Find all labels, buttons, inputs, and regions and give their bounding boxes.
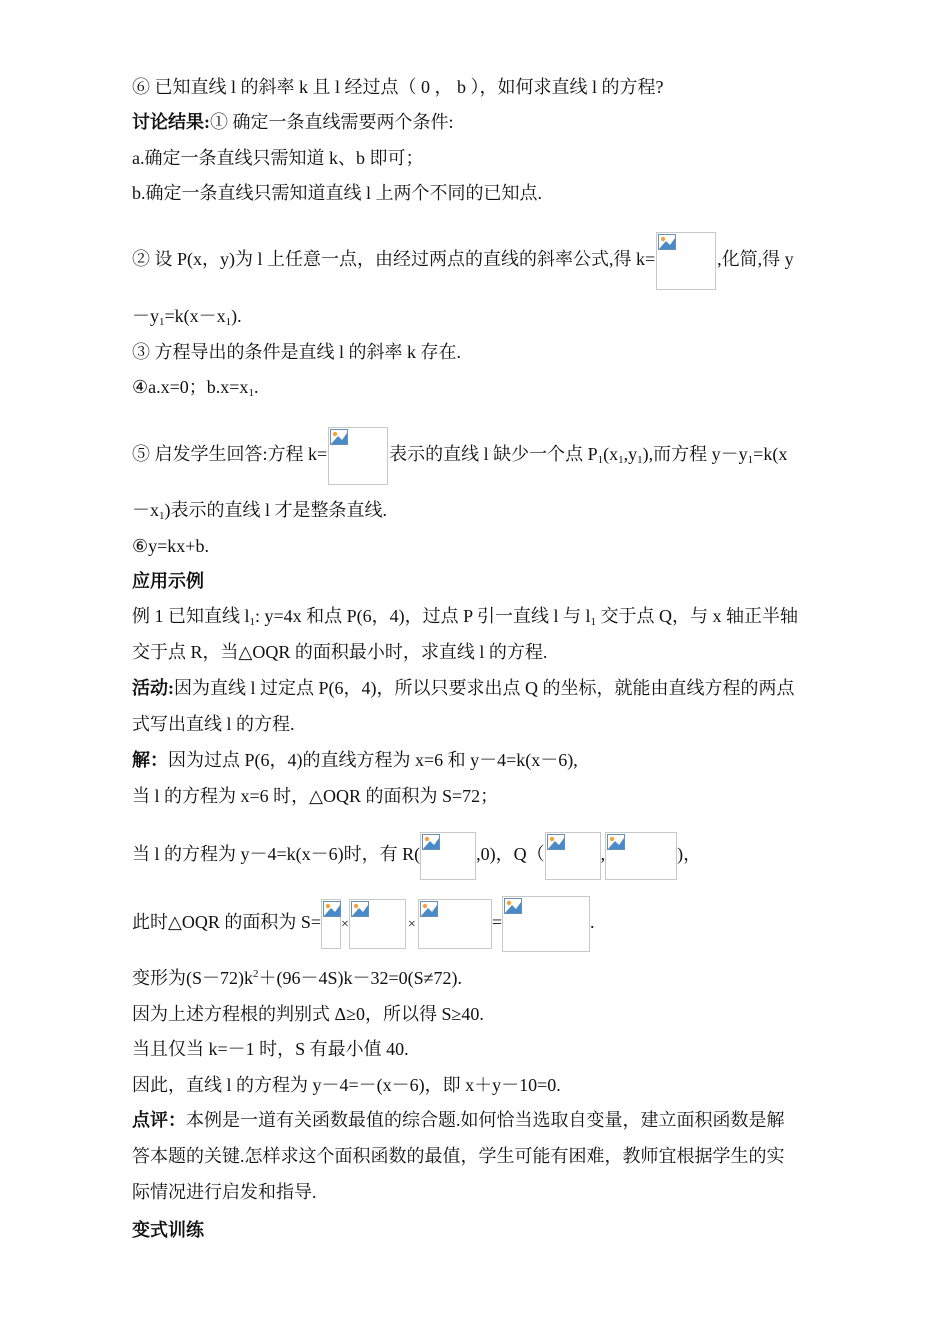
solution-line-1: 解：因为过点 P(6，4)的直线方程为 x=6 和 y－4=k(x－6), — [132, 750, 578, 770]
comment-label: 点评： — [132, 1110, 186, 1130]
formula-image — [545, 832, 601, 880]
discussion-label: 讨论结果: — [132, 112, 210, 132]
example-1-line-1: 例 1 已知直线 $l_1$: y=4x 和点 P(6，4)，过点 P 引一直线 l 与 $l_1$ 交于点 Q，与 x 轴正半轴 — [132, 606, 799, 628]
solution-line-4: 此时△OQR 的面积为 S= × × = . — [132, 896, 594, 952]
section-heading-examples: 应用示例 — [132, 571, 204, 591]
answer-6: ⑥y=kx+b. — [132, 536, 209, 556]
broken-image-icon — [323, 901, 341, 917]
section-heading-variants: 变式训练 — [132, 1220, 204, 1240]
example-1-line-2: 交于点 R，当△OQR 的面积最小时，求直线 l 的方程. — [132, 642, 548, 662]
answer-5: ⑤ 启发学生回答:方程 k= 表示的直线 l 缺少一个点 $P_1(x_1,y_1)$,而方程 $y-y_1=k(x$ — [132, 427, 787, 485]
formula-image — [349, 899, 406, 949]
solution-line-3: 当 l 的方程为 y－4=k(x－6)时，有 R( ,0)，Q（ , )， — [132, 832, 701, 880]
solution-line-6: 因为上述方程根的判别式 Δ≥0，所以得 S≥40. — [132, 1004, 484, 1024]
activity-line-1: 活动:因为直线 l 过定点 P(6，4)，所以只要求出点 Q 的坐标，就能由直线方程的两点 — [132, 678, 795, 698]
broken-image-icon — [547, 834, 565, 850]
answer-5-cont: $-x_1$)表示的直线 l 才是整条直线. — [132, 500, 387, 522]
formula-image — [321, 899, 341, 949]
answer-4: ④a.x=0；$b.x=x_1$. — [132, 377, 259, 399]
formula-image — [328, 427, 388, 485]
formula-image — [502, 896, 590, 952]
solution-line-5: 变形为$(S-72)k^2+(96-4S)k-32=0(S\ne 72)$. — [132, 968, 463, 988]
broken-image-icon — [330, 429, 348, 445]
point-b: b.确定一条直线只需知道直线 l 上两个不同的已知点. — [132, 183, 542, 203]
comment-line-2: 答本题的关键.怎样求这个面积函数的最值，学生可能有困难，教师宜根据学生的实 — [132, 1146, 785, 1166]
answer-2-cont: $-y_1=k(x-x_1)$. — [132, 306, 242, 328]
comment-line-1: 点评：本例是一道有关函数最值的综合题.如何恰当选取自变量，建立面积函数是解 — [132, 1110, 785, 1130]
formula-image — [656, 232, 716, 290]
activity-line-2: 式写出直线 l 的方程. — [132, 714, 295, 734]
comment-line-3: 际情况进行启发和指导. — [132, 1182, 317, 1202]
activity-label: 活动: — [132, 678, 174, 698]
formula-image — [605, 832, 677, 880]
question-6: ⑥ 已知直线 l 的斜率 k 且 l 经过点（ 0 ， b ），如何求直线 l 的方程? — [132, 77, 664, 97]
solution-line-7: 当且仅当 k=－1 时，S 有最小值 40. — [132, 1039, 409, 1059]
answer-3: ③ 方程导出的条件是直线 l 的斜率 k 存在. — [132, 342, 461, 362]
broken-image-icon — [422, 834, 440, 850]
solution-line-2: 当 l 的方程为 x=6 时，△OQR 的面积为 S=72； — [132, 786, 499, 806]
discussion-heading-line: 讨论结果:① 确定一条直线需要两个条件: — [132, 112, 454, 132]
solution-label: 解： — [132, 750, 168, 770]
solution-line-8: 因此，直线 l 的方程为 y－4=－(x－6)，即 x＋y－10=0. — [132, 1075, 561, 1095]
broken-image-icon — [658, 234, 676, 250]
point-a: a.确定一条直线只需知道 k、b 即可； — [132, 148, 424, 168]
broken-image-icon — [504, 898, 522, 914]
broken-image-icon — [420, 901, 438, 917]
broken-image-icon — [607, 834, 625, 850]
answer-2: ② 设 P(x，y)为 l 上任意一点，由经过两点的直线的斜率公式,得 k= ,化简,得 y — [132, 232, 794, 290]
broken-image-icon — [351, 901, 369, 917]
formula-image — [420, 832, 476, 880]
formula-image — [418, 899, 492, 949]
